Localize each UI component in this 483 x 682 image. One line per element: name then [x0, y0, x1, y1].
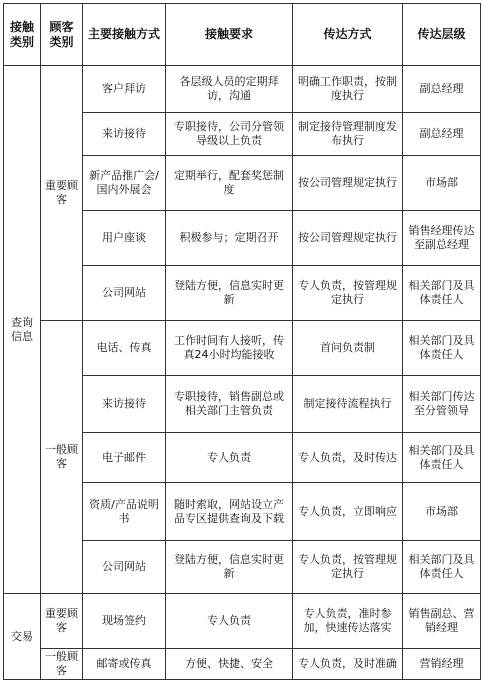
- table-row: [4, 66, 481, 113]
- header-category: 接触类别: [4, 4, 41, 66]
- cell-method: 电子邮件: [83, 433, 166, 483]
- cell-method: 电话、传真: [83, 321, 166, 376]
- cell-channel: 制定接待流程执行: [293, 376, 403, 433]
- cell-level: 销售经理传达至副总经理: [403, 211, 481, 266]
- table-row: [4, 649, 481, 680]
- cell-requirement: 方便、快捷、安全: [166, 649, 293, 680]
- cell-requirement: 登陆方便，信息实时更新: [166, 541, 293, 594]
- cell-level: 市场部: [403, 483, 481, 541]
- cell-level: 相关部门及具体责任人: [403, 433, 481, 483]
- group-inquiry: 查询信息: [4, 66, 41, 594]
- cell-channel: 专人负责，按管理规定执行: [293, 266, 403, 321]
- cell-channel: 专人负责，按管理规定执行: [293, 541, 403, 594]
- cell-channel: 按公司管理规定执行: [293, 156, 403, 211]
- cell-method: 来访接待: [83, 376, 166, 433]
- cell-requirement: 专职接待，公司分管领导级以上负责: [166, 113, 293, 156]
- cell-requirement: 专人负责: [166, 433, 293, 483]
- cell-level: 相关部门及具体责任人: [403, 266, 481, 321]
- cell-level: 相关部门及具体责任人: [403, 321, 481, 376]
- cell-channel: 首问负责制: [293, 321, 403, 376]
- cell-method: 新产品推广会/国内外展会: [83, 156, 166, 211]
- header-channel: 传达方式: [293, 4, 403, 66]
- cell-level: 副总经理: [403, 66, 481, 113]
- cell-channel: 专人负责，及时传达: [293, 433, 403, 483]
- group-general-customer: 一般顾客: [41, 649, 83, 680]
- cell-method: 公司网站: [83, 541, 166, 594]
- header-requirement: 接触要求: [166, 4, 293, 66]
- cell-channel: 制定接待管理制度发布执行: [293, 113, 403, 156]
- header-row: [4, 4, 481, 66]
- cell-channel: 专人负责，及时准确: [293, 649, 403, 680]
- cell-method: 邮寄或传真: [83, 649, 166, 680]
- cell-requirement: 随时索取，网站设立产品专区提供查询及下载: [166, 483, 293, 541]
- header-customer-type: 顾客类别: [41, 4, 83, 66]
- table-row: [4, 321, 481, 376]
- cell-channel: 明确工作职责，按制度执行: [293, 66, 403, 113]
- cell-channel: 专人负责，准时参加，快速传达落实: [293, 594, 403, 649]
- cell-level: 副总经理: [403, 113, 481, 156]
- cell-level: 相关部门及具体责任人: [403, 541, 481, 594]
- cell-level: 市场部: [403, 156, 481, 211]
- header-level: 传达层级: [403, 4, 481, 66]
- cell-method: 用户座谈: [83, 211, 166, 266]
- cell-requirement: 登陆方便，信息实时更新: [166, 266, 293, 321]
- cell-requirement: 各层级人员的定期拜访，沟通: [166, 66, 293, 113]
- group-important-customer: 重要顾客: [41, 594, 83, 649]
- cell-requirement: 定期举行，配套奖惩制度: [166, 156, 293, 211]
- group-important-customer: 重要顾客: [41, 66, 83, 321]
- cell-method: 现场签约: [83, 594, 166, 649]
- cell-level: 销售副总、营销经理: [403, 594, 481, 649]
- group-trade: 交易: [4, 594, 41, 680]
- cell-requirement: 积极参与；定期召开: [166, 211, 293, 266]
- cell-channel: 按公司管理规定执行: [293, 211, 403, 266]
- cell-requirement: 专职接待，销售副总或相关部门主管负责: [166, 376, 293, 433]
- cell-channel: 专人负责，立即响应: [293, 483, 403, 541]
- cell-requirement: 工作时间有人接听，传真24小时均能接收: [166, 321, 293, 376]
- cell-level: 相关部门传达至分管领导: [403, 376, 481, 433]
- cell-method: 公司网站: [83, 266, 166, 321]
- cell-method: 客户拜访: [83, 66, 166, 113]
- cell-requirement: 专人负责: [166, 594, 293, 649]
- table-row: [4, 594, 481, 649]
- header-method: 主要接触方式: [83, 4, 166, 66]
- cell-method: 来访接待: [83, 113, 166, 156]
- group-general-customer: 一般顾客: [41, 321, 83, 594]
- cell-method: 资质/产品说明书: [83, 483, 166, 541]
- cell-level: 营销经理: [403, 649, 481, 680]
- contact-table: [3, 3, 481, 680]
